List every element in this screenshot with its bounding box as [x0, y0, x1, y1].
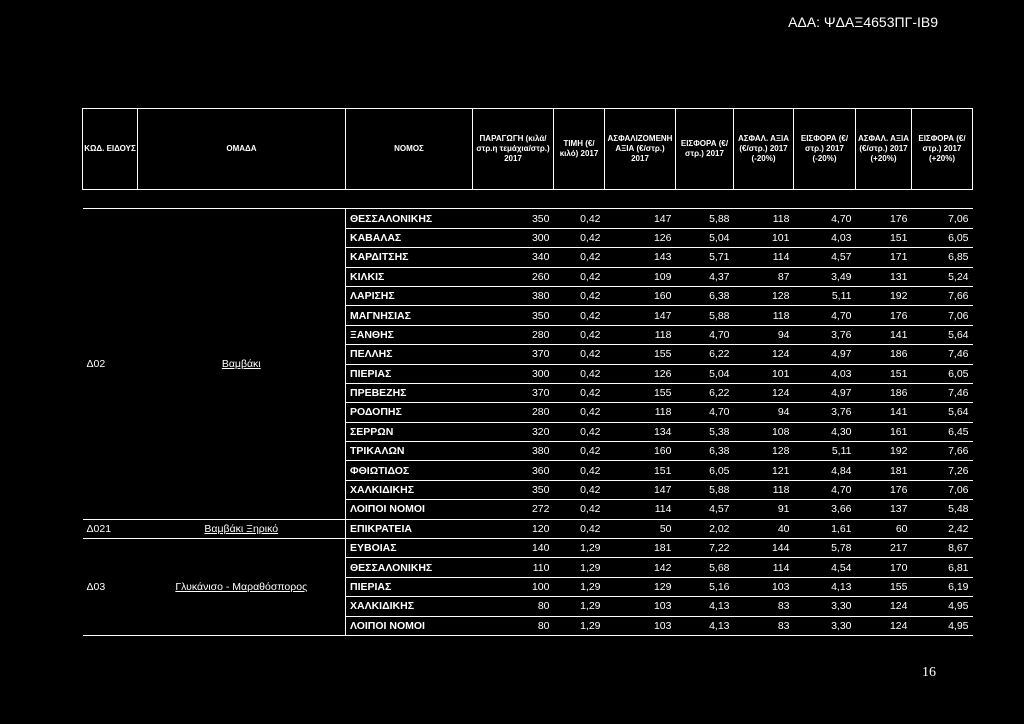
paragogi-cell: 260: [473, 267, 554, 286]
eisfora-p20-cell: 6,19: [912, 577, 973, 596]
asfalizomeni-cell: 126: [605, 364, 676, 383]
asfal-m20-cell: 128: [734, 442, 794, 461]
timi-cell: 1,29: [554, 539, 605, 558]
asfal-p20-cell: 181: [856, 461, 912, 480]
eisfora-cell: 6,22: [676, 345, 734, 364]
timi-cell: 0,42: [554, 345, 605, 364]
timi-cell: 0,42: [554, 325, 605, 344]
asfal-p20-cell: 141: [856, 403, 912, 422]
timi-cell: 1,29: [554, 597, 605, 616]
nomos-cell: ΛΑΡΙΣΗΣ: [346, 286, 473, 305]
nomos-cell: ΠΙΕΡΙΑΣ: [346, 364, 473, 383]
asfal-p20-cell: 176: [856, 480, 912, 499]
eisfora-p20-cell: 6,85: [912, 248, 973, 267]
col-omada: ΟΜΑΔΑ: [138, 109, 346, 190]
eisfora-cell: 6,05: [676, 461, 734, 480]
eisfora-m20-cell: 5,78: [794, 539, 856, 558]
nomos-cell: ΡΟΔΟΠΗΣ: [346, 403, 473, 422]
eisfora-cell: 7,22: [676, 539, 734, 558]
eisfora-m20-cell: 3,30: [794, 597, 856, 616]
asfalizomeni-cell: 103: [605, 597, 676, 616]
asfal-m20-cell: 108: [734, 422, 794, 441]
eisfora-p20-cell: 7,66: [912, 286, 973, 305]
asfalizomeni-cell: 143: [605, 248, 676, 267]
paragogi-cell: 340: [473, 248, 554, 267]
page-number: 16: [922, 665, 936, 680]
asfal-m20-cell: 144: [734, 539, 794, 558]
eisfora-m20-cell: 4,84: [794, 461, 856, 480]
col-asfal-plus20: ΑΣΦΑΛ. ΑΞΙΑ (€/στρ.) 2017 (+20%): [856, 109, 912, 190]
nomos-cell: ΤΡΙΚΑΛΩΝ: [346, 442, 473, 461]
group-name: Βαμβάκι Ξηρικό: [138, 519, 346, 538]
col-eisfora-plus20: ΕΙΣΦΟΡΑ (€/στρ.) 2017 (+20%): [912, 109, 973, 190]
paragogi-cell: 300: [473, 364, 554, 383]
eisfora-cell: 4,70: [676, 325, 734, 344]
timi-cell: 1,29: [554, 616, 605, 635]
nomos-cell: ΚΑΒΑΛΑΣ: [346, 228, 473, 247]
eisfora-p20-cell: 7,06: [912, 209, 973, 228]
asfal-p20-cell: 176: [856, 306, 912, 325]
asfal-p20-cell: 170: [856, 558, 912, 577]
eisfora-cell: 4,13: [676, 616, 734, 635]
timi-cell: 0,42: [554, 267, 605, 286]
col-nomos: ΝΟΜΟΣ: [346, 109, 473, 190]
nomos-cell: ΧΑΛΚΙΔΙΚΗΣ: [346, 597, 473, 616]
timi-cell: 0,42: [554, 209, 605, 228]
timi-cell: 1,29: [554, 577, 605, 596]
eisfora-m20-cell: 4,03: [794, 364, 856, 383]
asfal-m20-cell: 103: [734, 577, 794, 596]
asfal-p20-cell: 176: [856, 209, 912, 228]
eisfora-m20-cell: 4,70: [794, 209, 856, 228]
asfal-p20-cell: 186: [856, 345, 912, 364]
asfal-p20-cell: 217: [856, 539, 912, 558]
eisfora-m20-cell: 3,49: [794, 267, 856, 286]
eisfora-p20-cell: 7,66: [912, 442, 973, 461]
eisfora-p20-cell: 2,42: [912, 519, 973, 538]
nomos-cell: ΚΙΛΚΙΣ: [346, 267, 473, 286]
eisfora-cell: 5,68: [676, 558, 734, 577]
paragogi-cell: 320: [473, 422, 554, 441]
paragogi-cell: 110: [473, 558, 554, 577]
nomos-cell: ΚΑΡΔΙΤΣΗΣ: [346, 248, 473, 267]
col-paragogi: ΠΑΡΑΓΩΓΗ (κιλά/στρ.η τεμάχια/στρ.) 2017: [473, 109, 554, 190]
asfal-m20-cell: 40: [734, 519, 794, 538]
ada-header: ΑΔΑ: ΨΔΑΞ4653ΠΓ-ΙΒ9: [788, 14, 938, 30]
table-row: [83, 209, 973, 228]
asfal-p20-cell: 171: [856, 248, 912, 267]
eisfora-m20-cell: 4,70: [794, 480, 856, 499]
eisfora-p20-cell: 8,67: [912, 539, 973, 558]
asfalizomeni-cell: 151: [605, 461, 676, 480]
asfalizomeni-cell: 160: [605, 286, 676, 305]
paragogi-cell: 350: [473, 480, 554, 499]
timi-cell: 1,29: [554, 558, 605, 577]
eisfora-cell: 5,88: [676, 480, 734, 499]
eisfora-m20-cell: 4,97: [794, 345, 856, 364]
asfal-m20-cell: 128: [734, 286, 794, 305]
paragogi-cell: 370: [473, 345, 554, 364]
paragogi-cell: 100: [473, 577, 554, 596]
nomos-cell: ΠΙΕΡΙΑΣ: [346, 577, 473, 596]
asfal-m20-cell: 124: [734, 383, 794, 402]
eisfora-m20-cell: 3,76: [794, 403, 856, 422]
asfal-p20-cell: 151: [856, 228, 912, 247]
asfal-m20-cell: 124: [734, 345, 794, 364]
eisfora-cell: 5,71: [676, 248, 734, 267]
asfal-m20-cell: 114: [734, 558, 794, 577]
paragogi-cell: 370: [473, 383, 554, 402]
eisfora-cell: 5,38: [676, 422, 734, 441]
eisfora-cell: 5,88: [676, 209, 734, 228]
asfalizomeni-cell: 147: [605, 306, 676, 325]
asfal-m20-cell: 118: [734, 306, 794, 325]
asfalizomeni-cell: 129: [605, 577, 676, 596]
asfal-p20-cell: 192: [856, 442, 912, 461]
eisfora-cell: 4,70: [676, 403, 734, 422]
paragogi-cell: 350: [473, 209, 554, 228]
asfalizomeni-cell: 114: [605, 500, 676, 519]
group-name: Γλυκάνισο - Μαραθόσπορος: [138, 539, 346, 636]
nomos-cell: ΠΕΛΛΗΣ: [346, 345, 473, 364]
eisfora-p20-cell: 6,45: [912, 422, 973, 441]
eisfora-cell: 4,13: [676, 597, 734, 616]
asfalizomeni-cell: 142: [605, 558, 676, 577]
eisfora-cell: 5,88: [676, 306, 734, 325]
paragogi-cell: 380: [473, 442, 554, 461]
asfal-m20-cell: 118: [734, 480, 794, 499]
col-eisfora: ΕΙΣΦΟΡΑ (€/στρ.) 2017: [676, 109, 734, 190]
asfal-m20-cell: 114: [734, 248, 794, 267]
paragogi-cell: 140: [473, 539, 554, 558]
col-asfalizomeni: ΑΣΦΑΛΙΖΟΜΕΝΗ ΑΞΙΑ (€/στρ.) 2017: [605, 109, 676, 190]
eisfora-m20-cell: 5,11: [794, 442, 856, 461]
asfal-p20-cell: 151: [856, 364, 912, 383]
paragogi-cell: 80: [473, 597, 554, 616]
nomos-cell: ΘΕΣΣΑΛΟΝΙΚΗΣ: [346, 209, 473, 228]
col-asfal-minus20: ΑΣΦΑΛ. ΑΞΙΑ (€/στρ.) 2017 (-20%): [734, 109, 794, 190]
paragogi-cell: 80: [473, 616, 554, 635]
asfalizomeni-cell: 126: [605, 228, 676, 247]
eisfora-cell: 5,04: [676, 228, 734, 247]
asfal-m20-cell: 87: [734, 267, 794, 286]
asfal-m20-cell: 101: [734, 364, 794, 383]
eisfora-m20-cell: 4,57: [794, 248, 856, 267]
paragogi-cell: 360: [473, 461, 554, 480]
eisfora-m20-cell: 4,30: [794, 422, 856, 441]
asfalizomeni-cell: 50: [605, 519, 676, 538]
asfal-m20-cell: 94: [734, 403, 794, 422]
timi-cell: 0,42: [554, 228, 605, 247]
asfal-m20-cell: 118: [734, 209, 794, 228]
nomos-cell: ΛΟΙΠΟΙ ΝΟΜΟΙ: [346, 500, 473, 519]
col-timi: ΤΙΜΗ (€/κιλό) 2017: [554, 109, 605, 190]
eisfora-cell: 5,04: [676, 364, 734, 383]
asfal-p20-cell: 186: [856, 383, 912, 402]
eisfora-cell: 4,37: [676, 267, 734, 286]
paragogi-cell: 120: [473, 519, 554, 538]
asfalizomeni-cell: 155: [605, 383, 676, 402]
asfalizomeni-cell: 134: [605, 422, 676, 441]
nomos-cell: ΠΡΕΒΕΖΗΣ: [346, 383, 473, 402]
asfal-m20-cell: 121: [734, 461, 794, 480]
asfalizomeni-cell: 118: [605, 403, 676, 422]
eisfora-p20-cell: 4,95: [912, 616, 973, 635]
asfal-p20-cell: 131: [856, 267, 912, 286]
eisfora-cell: 6,22: [676, 383, 734, 402]
table-row: [83, 539, 973, 558]
nomos-cell: ΞΑΝΘΗΣ: [346, 325, 473, 344]
rates-table: [82, 108, 973, 636]
eisfora-p20-cell: 7,06: [912, 306, 973, 325]
eisfora-p20-cell: 5,48: [912, 500, 973, 519]
asfal-p20-cell: 60: [856, 519, 912, 538]
paragogi-cell: 280: [473, 403, 554, 422]
eisfora-p20-cell: 6,05: [912, 228, 973, 247]
asfal-p20-cell: 141: [856, 325, 912, 344]
timi-cell: 0,42: [554, 422, 605, 441]
asfal-p20-cell: 124: [856, 597, 912, 616]
nomos-cell: ΜΑΓΝΗΣΙΑΣ: [346, 306, 473, 325]
eisfora-m20-cell: 4,03: [794, 228, 856, 247]
eisfora-p20-cell: 5,64: [912, 403, 973, 422]
timi-cell: 0,42: [554, 480, 605, 499]
asfal-m20-cell: 94: [734, 325, 794, 344]
eisfora-m20-cell: 4,70: [794, 306, 856, 325]
timi-cell: 0,42: [554, 442, 605, 461]
eisfora-cell: 6,38: [676, 442, 734, 461]
asfal-m20-cell: 101: [734, 228, 794, 247]
asfalizomeni-cell: 181: [605, 539, 676, 558]
asfal-p20-cell: 192: [856, 286, 912, 305]
eisfora-m20-cell: 3,66: [794, 500, 856, 519]
eisfora-m20-cell: 4,54: [794, 558, 856, 577]
timi-cell: 0,42: [554, 383, 605, 402]
eisfora-cell: 2,02: [676, 519, 734, 538]
nomos-cell: ΦΘΙΩΤΙΔΟΣ: [346, 461, 473, 480]
asfalizomeni-cell: 147: [605, 209, 676, 228]
asfal-p20-cell: 124: [856, 616, 912, 635]
asfal-p20-cell: 137: [856, 500, 912, 519]
nomos-cell: ΧΑΛΚΙΔΙΚΗΣ: [346, 480, 473, 499]
col-eisfora-minus20: ΕΙΣΦΟΡΑ (€/στρ.) 2017 (-20%): [794, 109, 856, 190]
timi-cell: 0,42: [554, 403, 605, 422]
timi-cell: 0,42: [554, 519, 605, 538]
col-kod: ΚΩΔ. ΕΙΔΟΥΣ: [83, 109, 138, 190]
nomos-cell: ΘΕΣΣΑΛΟΝΙΚΗΣ: [346, 558, 473, 577]
eisfora-m20-cell: 3,76: [794, 325, 856, 344]
eisfora-p20-cell: 7,26: [912, 461, 973, 480]
eisfora-m20-cell: 5,11: [794, 286, 856, 305]
table-body: [83, 209, 973, 636]
eisfora-cell: 6,38: [676, 286, 734, 305]
eisfora-p20-cell: 7,46: [912, 383, 973, 402]
timi-cell: 0,42: [554, 500, 605, 519]
asfal-p20-cell: 155: [856, 577, 912, 596]
eisfora-m20-cell: 3,30: [794, 616, 856, 635]
eisfora-p20-cell: 5,24: [912, 267, 973, 286]
eisfora-cell: 5,16: [676, 577, 734, 596]
paragogi-cell: 380: [473, 286, 554, 305]
asfal-m20-cell: 83: [734, 597, 794, 616]
eisfora-p20-cell: 6,05: [912, 364, 973, 383]
asfalizomeni-cell: 160: [605, 442, 676, 461]
timi-cell: 0,42: [554, 364, 605, 383]
eisfora-m20-cell: 1,61: [794, 519, 856, 538]
eisfora-cell: 4,57: [676, 500, 734, 519]
eisfora-m20-cell: 4,97: [794, 383, 856, 402]
eisfora-p20-cell: 7,46: [912, 345, 973, 364]
nomos-cell: ΣΕΡΡΩΝ: [346, 422, 473, 441]
eisfora-p20-cell: 5,64: [912, 325, 973, 344]
group-name: Βαμβάκι: [138, 209, 346, 519]
group-code: Δ02: [83, 209, 138, 519]
asfal-m20-cell: 83: [734, 616, 794, 635]
group-code: Δ03: [83, 539, 138, 636]
eisfora-p20-cell: 4,95: [912, 597, 973, 616]
nomos-cell: ΛΟΙΠΟΙ ΝΟΜΟΙ: [346, 616, 473, 635]
eisfora-p20-cell: 6,81: [912, 558, 973, 577]
table-header: [83, 109, 973, 209]
asfal-m20-cell: 91: [734, 500, 794, 519]
asfalizomeni-cell: 103: [605, 616, 676, 635]
table-row: [83, 519, 973, 538]
asfalizomeni-cell: 109: [605, 267, 676, 286]
asfalizomeni-cell: 147: [605, 480, 676, 499]
nomos-cell: ΕΠΙΚΡΑΤΕΙΑ: [346, 519, 473, 538]
nomos-cell: ΕΥΒΟΙΑΣ: [346, 539, 473, 558]
paragogi-cell: 272: [473, 500, 554, 519]
eisfora-p20-cell: 7,06: [912, 480, 973, 499]
asfal-p20-cell: 161: [856, 422, 912, 441]
timi-cell: 0,42: [554, 306, 605, 325]
eisfora-m20-cell: 4,13: [794, 577, 856, 596]
group-code: Δ021: [83, 519, 138, 538]
timi-cell: 0,42: [554, 248, 605, 267]
asfalizomeni-cell: 118: [605, 325, 676, 344]
paragogi-cell: 350: [473, 306, 554, 325]
paragogi-cell: 280: [473, 325, 554, 344]
asfalizomeni-cell: 155: [605, 345, 676, 364]
timi-cell: 0,42: [554, 286, 605, 305]
timi-cell: 0,42: [554, 461, 605, 480]
paragogi-cell: 300: [473, 228, 554, 247]
